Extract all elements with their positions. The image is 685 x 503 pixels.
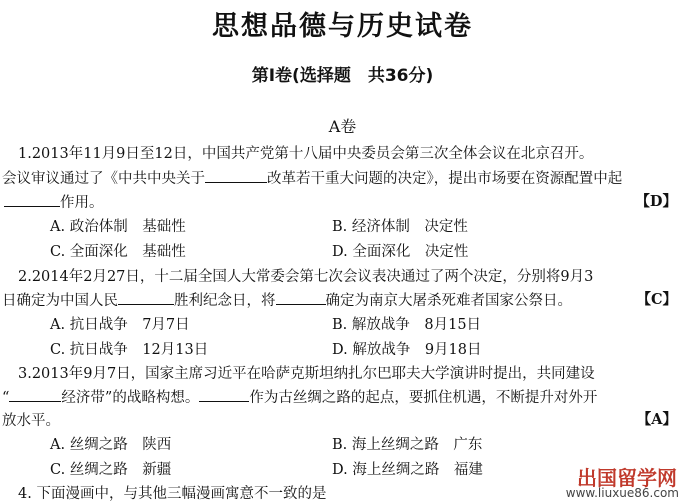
q2-line2-text-a: 日确定为中国人民 [2, 293, 118, 309]
q1-blank-1 [205, 169, 267, 183]
q3-blank-1 [9, 388, 61, 402]
q3-line2-text-c: 作为古丝绸之路的起点，要抓住机遇，不断提升对外开 [249, 390, 598, 406]
q1-option-d: D. 全面深化 决定性 [332, 244, 469, 260]
q3-line2-text-a: “ [2, 390, 10, 406]
q3-answer: 【A】 [636, 411, 677, 428]
q3-line2 [2, 386, 597, 407]
q2-line2-text-b: 胜利纪念日，将 [174, 293, 276, 309]
q3-line3: 放水平。 [2, 413, 60, 429]
q2-blank-2 [276, 291, 326, 305]
q1-line1: 1.2013年11月9日至12日，中国共产党第十八届中央委员会第三次全体会议在北京召开。 [18, 146, 594, 162]
paper-subtitle: 第Ⅰ卷(选择题 共36分) [251, 66, 434, 86]
site-watermark [541, 462, 681, 502]
q3-option-d: D. 海上丝绸之路 福建 [332, 462, 483, 478]
q3-option-b: B. 海上丝绸之路 广东 [332, 437, 483, 453]
q2-blank-1 [118, 291, 174, 305]
watermark-url: www.liuxue86.com [565, 486, 679, 500]
watermark-text: 出国留学网 [577, 466, 677, 490]
q1-blank-2 [4, 193, 60, 207]
q3-option-c: C. 丝绸之路 新疆 [50, 462, 172, 478]
q4-line1: 4. 下面漫画中，与其他三幅漫画寓意不一致的是 [18, 486, 327, 502]
section-label: A卷 [328, 117, 357, 136]
q3-blank-2 [199, 388, 249, 402]
q1-line3 [4, 191, 104, 212]
q2-option-c: C. 抗日战争 12月13日 [50, 342, 209, 358]
q2-line2 [2, 289, 572, 310]
q1-line2 [2, 167, 622, 188]
q1-line3-text: 作用。 [60, 195, 104, 211]
q3-line1: 3.2013年9月7日，国家主席习近平在哈萨克斯坦纳扎尔巴耶夫大学演讲时提出，共同建设 [18, 366, 595, 382]
q3-option-a: A. 丝绸之路 陕西 [50, 437, 172, 453]
q2-line2-text-c: 确定为南京大屠杀死难者国家公祭日。 [325, 293, 572, 309]
q1-option-a: A. 政治体制 基础性 [50, 219, 186, 235]
q2-option-d: D. 解放战争 9月18日 [332, 342, 482, 358]
q1-option-b: B. 经济体制 决定性 [332, 219, 468, 235]
q2-answer: 【C】 [636, 291, 677, 308]
q2-option-b: B. 解放战争 8月15日 [332, 317, 482, 333]
q1-line2-text-b: 改革若干重大问题的决定》，提出市场要在资源配置中起 [267, 171, 623, 187]
q2-line1: 2.2014年2月27日，十二届全国人大常委会第七次会议表决通过了两个决定，分别将9月3 [18, 269, 594, 285]
q3-line2-text-b: 经济带”的战略构想。 [61, 390, 200, 406]
q1-answer: 【D】 [635, 193, 677, 210]
q1-option-c: C. 全面深化 基础性 [50, 244, 186, 260]
q2-option-a: A. 抗日战争 7月7日 [50, 317, 190, 333]
paper-title: 思想品德与历史试卷 [212, 11, 473, 42]
q1-line2-text-a: 会议审议通过了《中共中央关于 [2, 171, 205, 187]
